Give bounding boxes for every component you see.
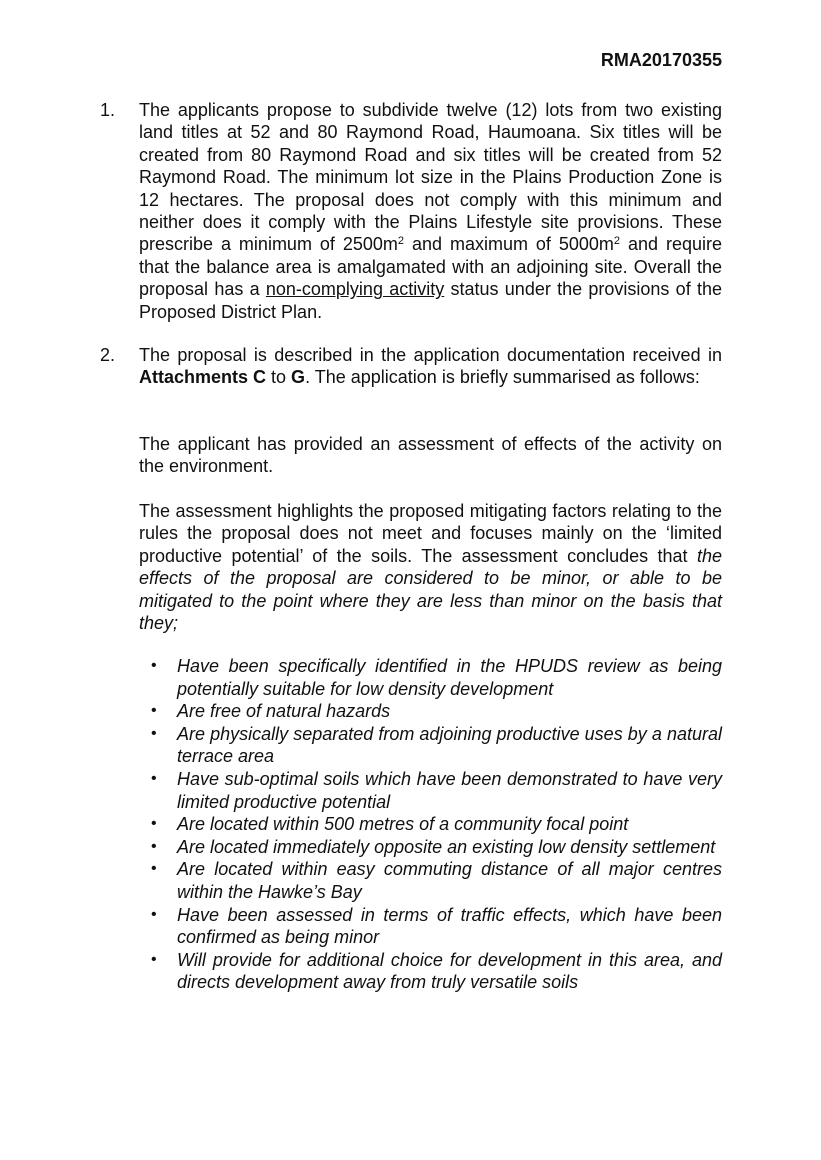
bullet-icon: • — [151, 815, 157, 833]
bullet-icon: • — [151, 769, 157, 787]
list-item-text: Are physically separated from adjoining productive uses by a natural terrace area — [177, 723, 722, 767]
conclusion-italic-text: the effects of the proposal are considered to be minor, or able to be mitigated to the point where they are less than minor on the basis that they; — [139, 545, 722, 634]
bullet-icon: • — [151, 657, 157, 674]
bullet-icon: • — [151, 702, 157, 720]
item-2-text-a: The proposal is described in the application documentation received in — [139, 345, 722, 365]
document-reference: RMA20170355 — [600, 50, 722, 70]
item-1-text-d: status under the provisions of the Proposed District Plan. — [139, 279, 722, 322]
list-item — [139, 813, 722, 836]
list-item-text: Have sub-optimal soils which have been demonstrated to have very limited productive potential — [177, 768, 722, 812]
item-2-assessment-paragraph: The applicant has provided an assessment of effects of the activity on the environment. — [139, 434, 722, 477]
list-item-text: Are located within 500 metres of a community focal point — [177, 814, 629, 835]
bold-attachment-g: G — [291, 367, 306, 388]
item-2-text-c: . The application is briefly summarised as follows: — [305, 367, 700, 388]
list-item-text: Are free of natural hazards — [177, 701, 391, 722]
item-2-paragraph — [139, 344, 722, 389]
bullet-icon: • — [151, 860, 157, 878]
mitigating-factors-list — [139, 655, 722, 994]
bullet-icon: • — [151, 905, 157, 923]
list-item — [139, 858, 722, 903]
list-item-text: Will provide for additional choice for development in this area, and directs development away from truly versatile soils — [177, 949, 722, 993]
item-1-text-c: and require that the balance area is amalgamated with an adjoining site. Overall the proposal has a — [139, 234, 722, 300]
list-item — [139, 768, 722, 813]
list-item-text: Are located within easy commuting distance of all major centres within the Hawke’s Bay — [177, 859, 722, 902]
conclusion-text: The assessment highlights the proposed mitigating factors relating to the rules the proposal does not meet and focuses mainly on the ‘limited productive potential’ of the soils. The assessment concludes that — [139, 501, 722, 566]
bullet-icon: • — [151, 837, 157, 855]
item-number-2: 2. — [100, 345, 116, 365]
list-item — [139, 949, 722, 994]
item-1-paragraph — [139, 99, 722, 323]
item-2-conclusion-paragraph — [139, 500, 722, 634]
bullet-icon: • — [151, 950, 157, 968]
list-item — [139, 655, 722, 700]
list-item-text: Have been assessed in terms of traffic effects, which have been confirmed as being minor — [177, 904, 722, 948]
underlined-activity-status: non-complying activity — [265, 279, 445, 300]
superscript: 2 — [613, 235, 621, 248]
item-number-1: 1. — [100, 100, 116, 120]
bullet-icon: • — [151, 724, 157, 742]
list-item — [139, 723, 722, 768]
item-1-text-b: and maximum of 5000m — [404, 234, 614, 255]
item-1-text-a: The applicants propose to subdivide twelve (12) lots from two existing land titles at 52 and 80 Raymond Road, Haumoana. Six titles will be created from 80 Raymond Road and six titles will be created from 52 Raymond Road. The minimum lot size in the Plains Production Zone is 12 hectares. The proposal does not comply with this minimum and neither does it comply with the Plains Lifestyle site provisions. These prescribe a minimum of 2500m — [139, 100, 722, 255]
list-item-text: Are located immediately opposite an existing low density settlement — [177, 836, 716, 857]
list-item — [139, 700, 722, 723]
superscript: 2 — [397, 235, 405, 248]
list-item — [139, 836, 722, 859]
list-item — [139, 904, 722, 949]
item-2-text-b: to — [266, 367, 292, 388]
bold-attachments: Attachments C — [139, 367, 267, 388]
list-item-text: Have been specifically identified in the HPUDS review as being potentially suitable for low density development — [177, 656, 722, 699]
